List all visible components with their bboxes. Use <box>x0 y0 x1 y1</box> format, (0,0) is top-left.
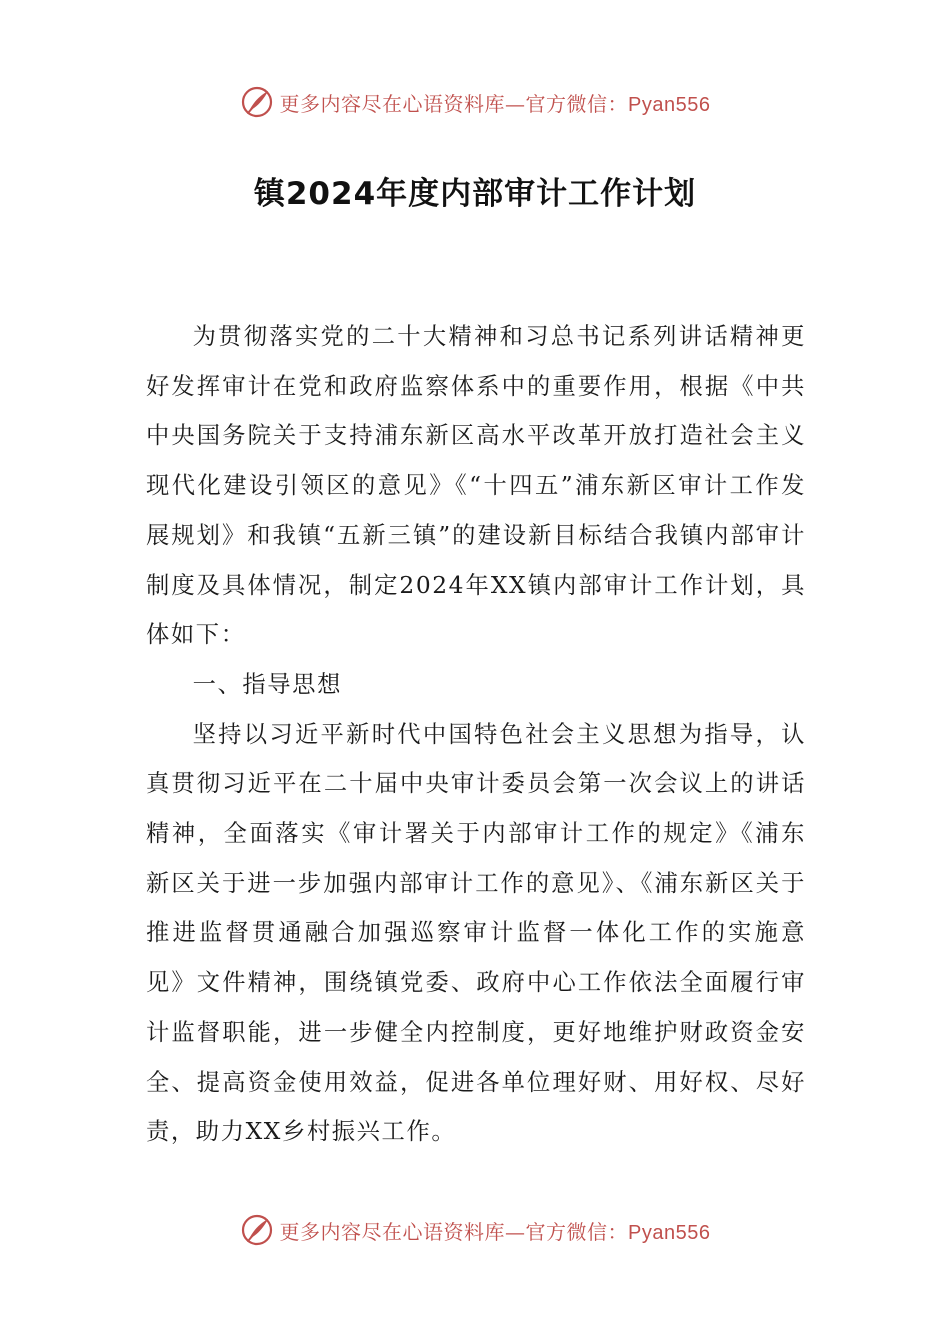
watermark-banner-bottom <box>0 1210 950 1250</box>
watermark-text: 更多内容尽在心语资料库—官方微信：Pyan556 <box>279 1219 711 1244</box>
section-heading: 一、指导思想 <box>192 670 342 698</box>
document-title: 镇2024年度内部审计工作计划 <box>253 176 697 212</box>
paragraph-intro: 为贯彻落实党的二十大精神和习总书记系列讲话精神更好发挥审计在党和政府监察体系中的重要作用，根据《中共中央国务院关于支持浦东新区高水平改革开放打造社会主义现代化建设引领区的意见》《“十四五”浦东新区审计工作发展规划》和我镇“五新三镇”的建设新目标结合我镇内部审计制度及具体情况，制定2024年XX镇内部审计工作计划，具体如下： <box>146 323 806 649</box>
watermark-text: 更多内容尽在心语资料库—官方微信：Pyan556 <box>279 91 711 116</box>
watermark-banner-top <box>0 82 950 122</box>
quill-pen-icon <box>240 1213 274 1247</box>
wechat-id: Pyan556 <box>628 1221 711 1244</box>
paragraph-guiding-ideology: 坚持以习近平新时代中国特色社会主义思想为指导，认真贯彻习近平在二十届中央审计委员会第一次会议上的讲话精神，全面落实《审计署关于内部审计工作的规定》《浦东新区关于进一步加强内部审计工作的意见》、《浦东新区关于推进监督贯通融合加强巡察审计监督一体化工作的实施意见》文件精神，围绕镇党委、政府中心工作依法全面履行审计监督职能，进一步健全内控制度，更好地维护财政资金安全、提高资金使用效益，促进各单位理好财、用好权、尽好责，助力XX乡村振兴工作。 <box>146 720 806 1146</box>
document-body <box>146 312 806 1157</box>
wechat-id: Pyan556 <box>628 93 711 116</box>
quill-pen-icon <box>240 85 274 119</box>
